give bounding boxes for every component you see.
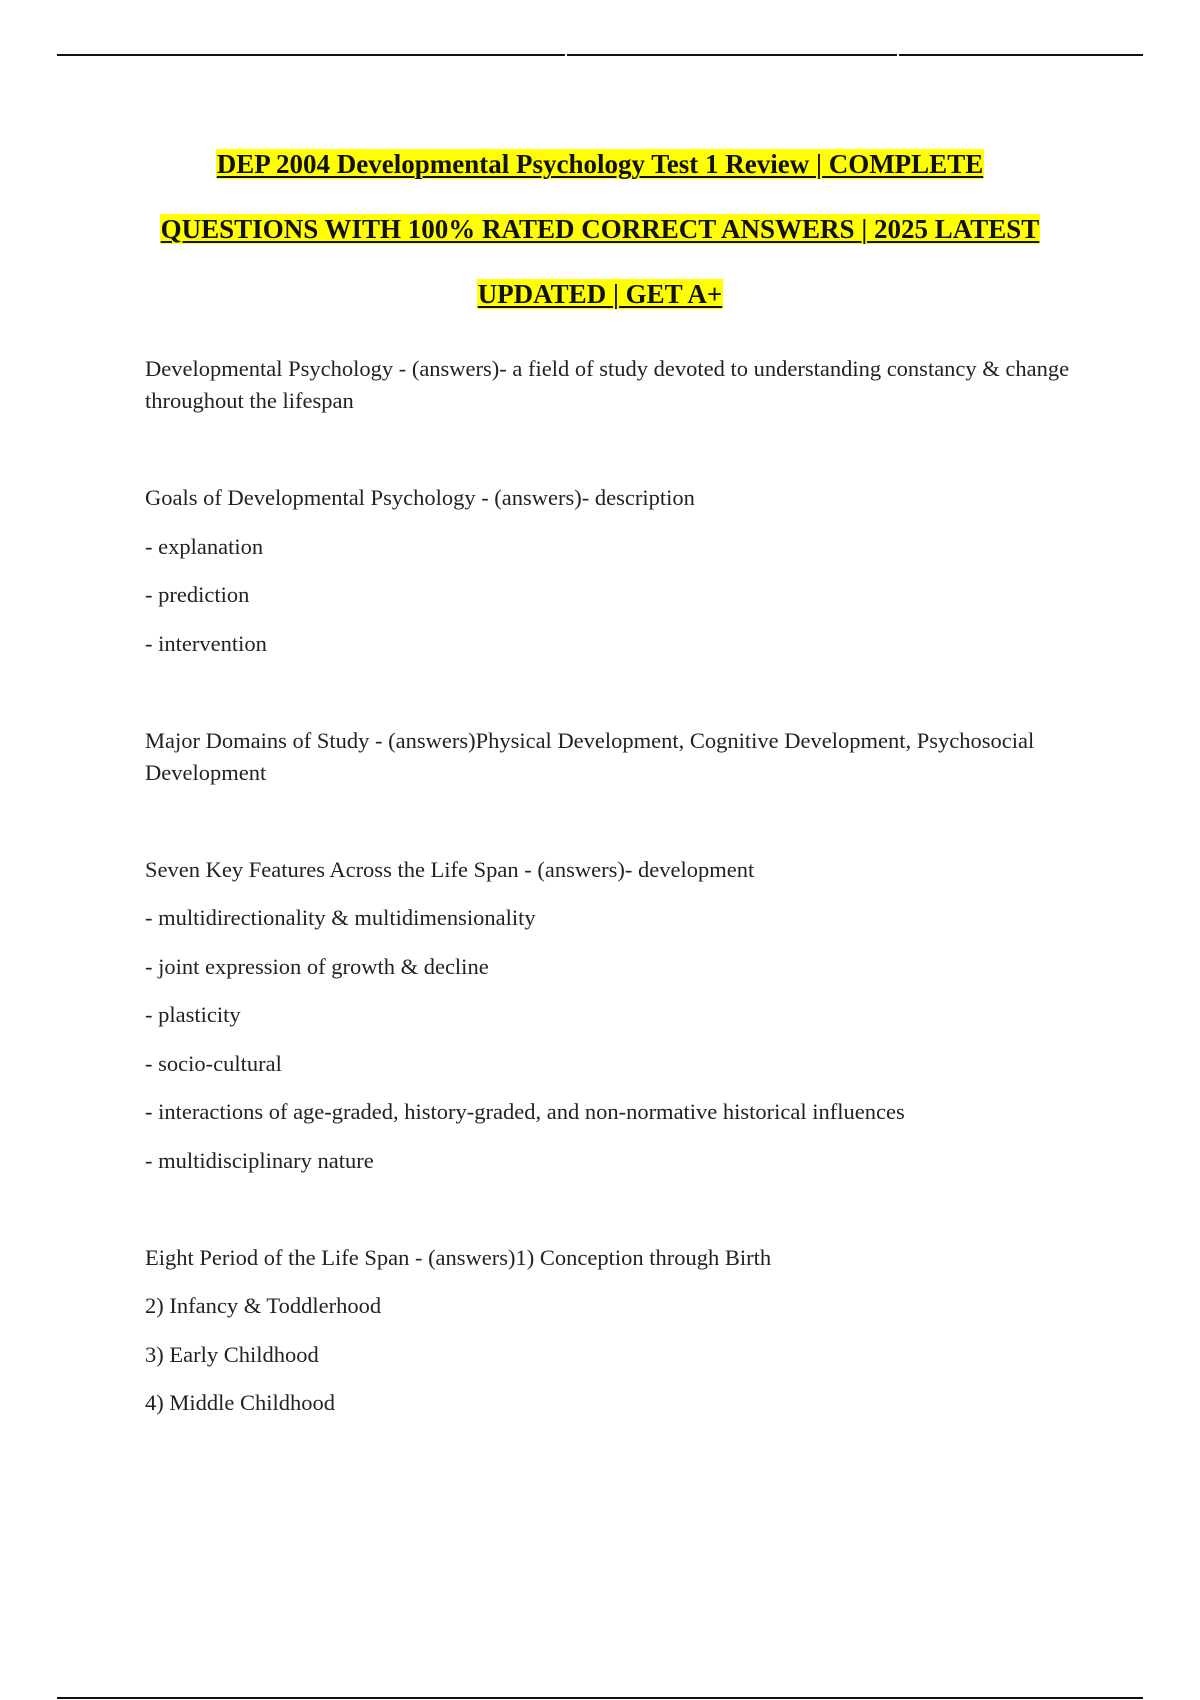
header-rule [57,54,1143,56]
list-item: - socio-cultural [145,1050,282,1076]
rule-gap [897,54,899,58]
qa-text: Seven Key Features Across the Life Span - (answers)- development [145,856,755,882]
qa-text: Goals of Developmental Psychology - (answers)- description [145,485,695,510]
document-body [145,353,1080,1419]
list-item: - multidirectionality & multidimensionality [145,905,536,930]
footer-rule [57,1697,1143,1699]
qa-entry [145,854,1080,1177]
list-item: - prediction [145,582,250,607]
list-item: 3) Early Childhood [145,1341,319,1367]
list-item: - interactions of age-graded, history-graded, and non-normative historical influences [145,1099,905,1124]
list-item: - joint expression of growth & decline [145,953,489,979]
title-line: UPDATED | GET A+ [477,279,723,309]
qa-entry [145,1242,1080,1420]
qa-entry [145,725,1080,789]
qa-text: Eight Period of the Life Span - (answers)1) Conception through Birth [145,1244,772,1270]
qa-entry [145,482,1080,660]
list-item: - multidisciplinary nature [145,1147,374,1173]
qa-entry [145,353,1080,417]
document-title [140,140,1060,335]
qa-text: Major Domains of Study - (answers)Physical Development, Cognitive Development, Psychosocial Development [145,727,1035,785]
qa-text: Developmental Psychology - (answers)- a field of study devoted to understanding constancy & change throughout the lifespan [145,356,1070,413]
rule-gap [565,54,567,58]
list-item: - explanation [145,533,264,559]
title-line: DEP 2004 Developmental Psychology Test 1 Review | COMPLETE [216,149,984,179]
title-line: QUESTIONS WITH 100% RATED CORRECT ANSWERS | 2025 LATEST [160,214,1040,244]
list-item: - plasticity [145,1002,241,1027]
list-item: 4) Middle Childhood [145,1390,335,1415]
list-item: - intervention [145,630,267,656]
list-item: 2) Infancy & Toddlerhood [145,1293,382,1318]
